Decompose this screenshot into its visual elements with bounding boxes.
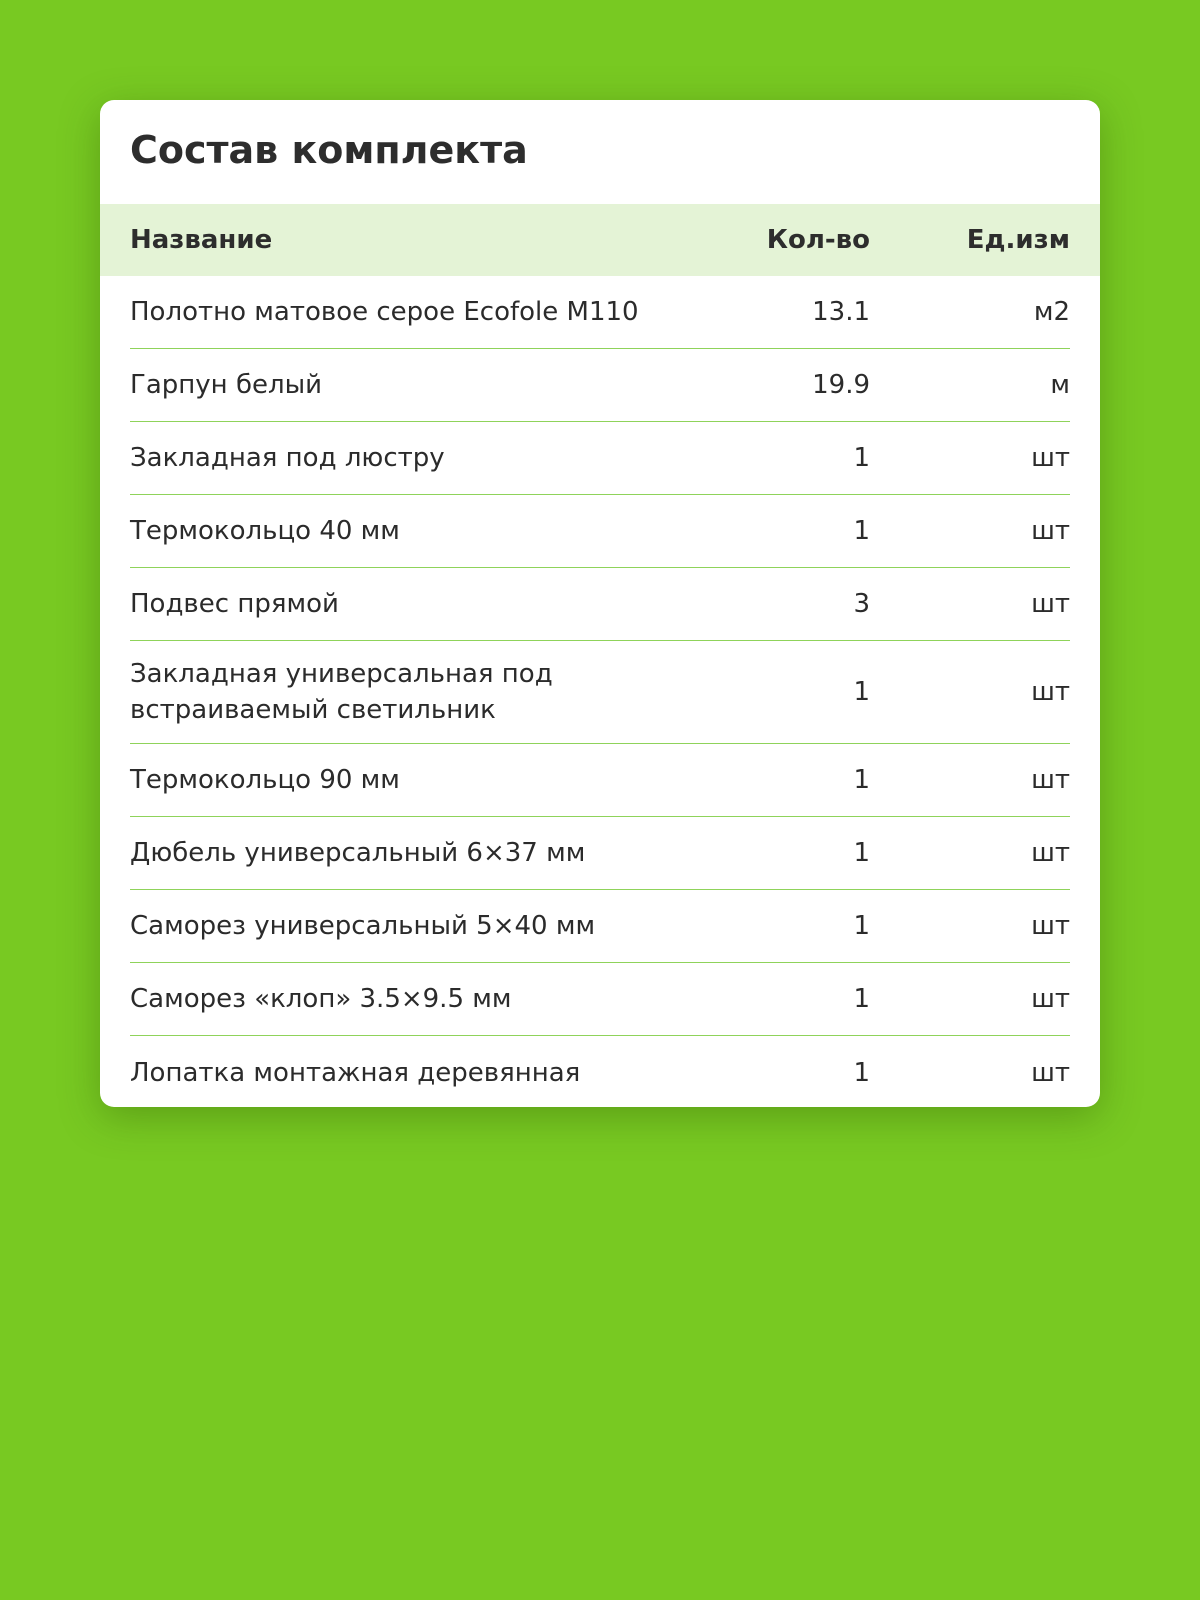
item-name: Термокольцо 40 мм: [130, 516, 400, 546]
item-qty: 3: [853, 589, 870, 619]
item-name: Закладная универсальная под встраиваемый светильник: [130, 659, 553, 725]
table-row: [130, 744, 1070, 817]
item-qty: 1: [853, 911, 870, 941]
item-name: Полотно матовое серое Ecofole M110: [130, 297, 639, 327]
item-unit: шт: [1031, 589, 1070, 619]
column-header-unit: Ед.изм: [966, 225, 1070, 255]
card-title: Состав комплекта: [130, 128, 528, 172]
table-row: [130, 890, 1070, 963]
item-unit: шт: [1031, 677, 1070, 707]
table-row: [130, 1036, 1070, 1107]
item-name: Дюбель универсальный 6×37 мм: [130, 838, 586, 868]
table-row: [130, 422, 1070, 495]
table-row: [130, 817, 1070, 890]
table-row: [130, 495, 1070, 568]
item-name: Саморез «клоп» 3.5×9.5 мм: [130, 984, 512, 1014]
item-qty: 1: [853, 984, 870, 1014]
item-name: Саморез универсальный 5×40 мм: [130, 911, 596, 941]
item-qty: 1: [853, 838, 870, 868]
item-qty: 13.1: [812, 297, 870, 327]
item-name: Закладная под люстру: [130, 443, 445, 473]
item-name: Подвес прямой: [130, 589, 339, 619]
item-name: Гарпун белый: [130, 370, 323, 400]
item-unit: шт: [1031, 443, 1070, 473]
item-unit: шт: [1031, 1057, 1070, 1088]
table-header-row: [100, 204, 1100, 276]
item-qty: 1: [853, 765, 870, 795]
item-unit: м: [1050, 370, 1070, 400]
table-row: [130, 963, 1070, 1036]
item-unit: шт: [1031, 765, 1070, 795]
kit-contents-card: [100, 100, 1100, 1107]
table-row: [130, 641, 1070, 744]
item-qty: 1: [853, 443, 870, 473]
item-unit: шт: [1031, 911, 1070, 941]
item-name: Лопатка монтажная деревянная: [130, 1057, 581, 1088]
table-row: [130, 276, 1070, 349]
item-qty: 1: [853, 677, 870, 707]
item-qty: 19.9: [812, 370, 870, 400]
table-body: [130, 276, 1070, 1107]
item-unit: м2: [1033, 297, 1070, 327]
item-unit: шт: [1031, 838, 1070, 868]
item-unit: шт: [1031, 516, 1070, 546]
item-qty: 1: [853, 1057, 870, 1088]
table-row: [130, 568, 1070, 641]
column-header-qty: Кол-во: [766, 225, 870, 255]
item-name: Термокольцо 90 мм: [130, 765, 400, 795]
item-qty: 1: [853, 516, 870, 546]
table-row: [130, 349, 1070, 422]
item-unit: шт: [1031, 984, 1070, 1014]
column-header-name: Название: [130, 225, 273, 255]
